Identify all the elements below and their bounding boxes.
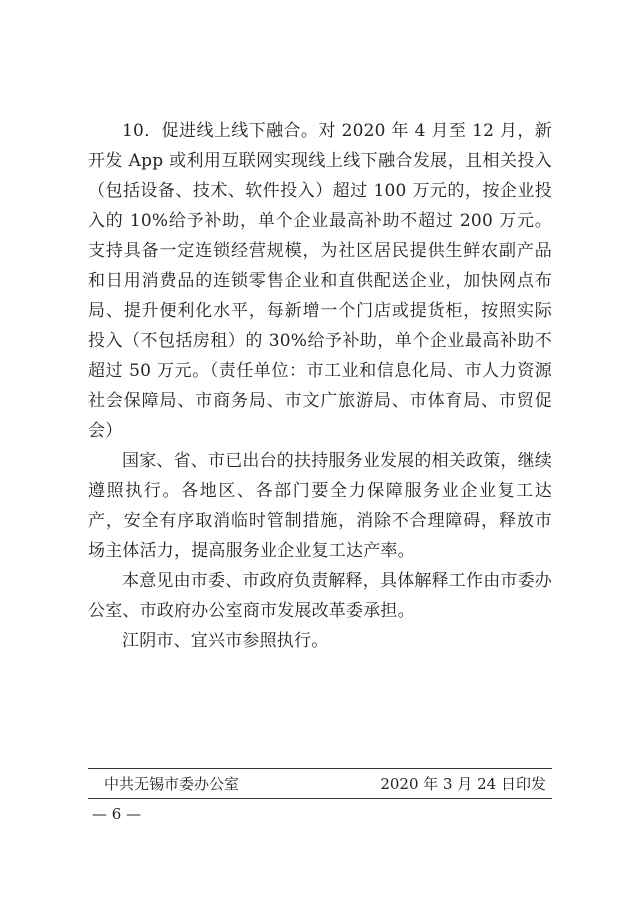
page-number: — 6 — [92,805,142,823]
paragraph-interpretation: 本意见由市委、市政府负责解释，具体解释工作由市委办公室、市政府办公室商市发展改革委承担。 [88,571,552,621]
footer-issuer: 中共无锡市委办公室 [104,775,240,793]
footer-bottom-divider [88,798,552,799]
paragraph-existing-policies: 国家、省、市已出台的扶持服务业发展的相关政策，继续遵照执行。各地区、各部门要全力保障服务业企业复工达产，安全有序取消临时管制措施，消除不合理障碍，释放市场主体活力，提高服务业企业复工达产率。 [88,451,552,561]
paragraph-item-10: 10．促进线上线下融合。对 2020 年 4 月至 12 月，新开发 App 或利用互联网实现线上线下融合发展，且相关投入（包括设备、技术、软件投入）超过 100 万元的，按企业投入的 10%给予补助，单个企业最高补助不超过 200 万元。支持具备一定连锁经营规模，为社区居民提供生鲜农副产品和日用消费品的连锁零售企业和直供配送企业，加快网点布局、提升便利化水平，每新增一个门店或提货柜，按照实际投入（不包括房租）的 30%给予补助，单个企业最高补助不超过 50 万元。（责任单位：市工业和信息化局、市人力资源社会保障局、市商务局、市文广旅游局、市体育局、市贸促会） [88,121,552,441]
paragraph-reference-execution: 江阴市、宜兴市参照执行。 [122,631,329,651]
document-body [88,116,552,656]
footer-issue-date: 2020 年 3 月 24 日印发 [380,775,546,793]
footer-top-divider [88,768,552,769]
